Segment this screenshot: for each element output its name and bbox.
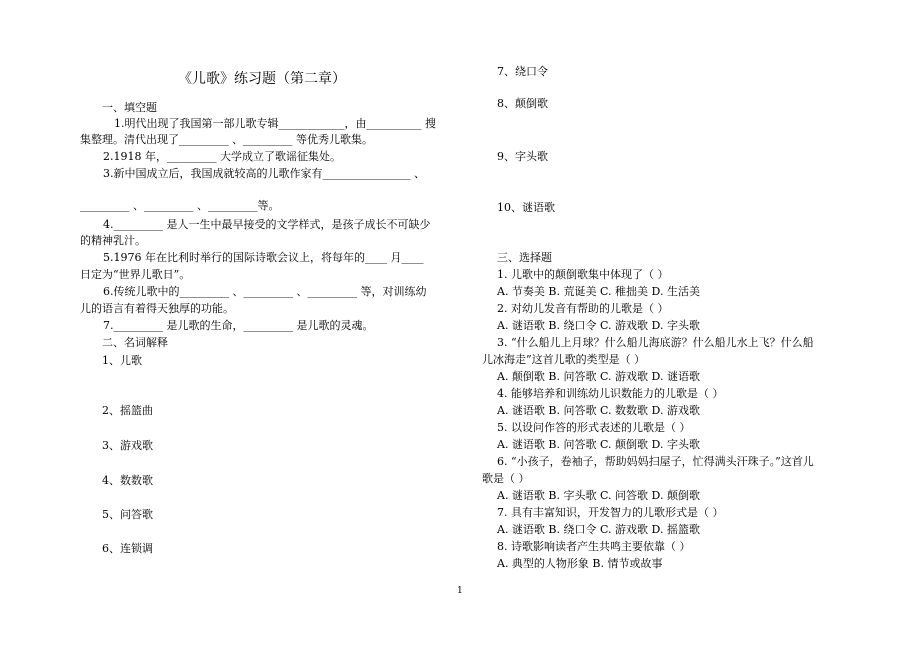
section-heading-choice: 三、选择题 xyxy=(497,251,552,264)
fill-blank-line: 3.新中国成立后，我国成就较高的儿歌作家有________________ 、 xyxy=(103,167,425,180)
choice-line: 歌是（ ） xyxy=(482,472,530,485)
choice-line: 3. “什么船儿上月球？什么船儿海底游？什么船儿水上飞？什么船 xyxy=(497,336,814,349)
fill-blank-line: 儿的语言有着得天独厚的功能。 xyxy=(80,302,234,315)
definition-item: 7、绕口令 xyxy=(497,65,548,78)
choice-line: 4. 能够培养和训练幼儿识数能力的儿歌是（ ） xyxy=(497,387,724,400)
definition-item: 3、游戏歌 xyxy=(102,439,153,452)
definition-item: 6、连锁调 xyxy=(102,542,153,555)
section-heading-definitions: 二、名词解释 xyxy=(102,336,168,349)
definition-item: 1、儿歌 xyxy=(102,354,142,367)
page-number: 1 xyxy=(457,586,463,596)
fill-blank-line: 1.明代出现了我国第一部儿歌专辑____________，由__________ 搜 xyxy=(114,117,436,130)
choice-line: A. 谜语歌 B. 绕口令 C. 游戏歌 D. 字头歌 xyxy=(497,319,700,332)
page-title: 《儿歌》练习题（第二章） xyxy=(178,71,346,87)
definition-item: 10、谜语歌 xyxy=(497,201,555,214)
fill-blank-line: 7._________ 是儿歌的生命，_________ 是儿歌的灵魂。 xyxy=(103,319,374,332)
choice-line: 5. 以设问作答的形式表述的儿歌是（ ） xyxy=(497,421,691,434)
choice-line: 8. 诗歌影响读者产生共鸣主要依靠（ ） xyxy=(497,540,691,553)
choice-line: A. 谜语歌 B. 问答歌 C. 数数歌 D. 游戏歌 xyxy=(497,404,700,417)
fill-blank-line: 2.1918 年，_________ 大学成立了歌谣征集处。 xyxy=(103,150,341,163)
definition-item: 9、字头歌 xyxy=(497,150,548,163)
fill-blank-line: 日定为“世界儿歌日”。 xyxy=(80,268,191,281)
fill-blank-line: 6.传统儿歌中的_________ 、_________ 、_________ 等，对训练幼 xyxy=(103,285,427,298)
fill-blank-line: 的精神乳汁。 xyxy=(80,234,146,247)
choice-line: 儿冰海走”这首儿歌的类型是（ ） xyxy=(482,353,646,366)
choice-line: A. 谜语歌 B. 问答歌 C. 颠倒歌 D. 字头歌 xyxy=(497,438,700,451)
choice-line: 6. “小孩子，卷袖子，帮助妈妈扫屋子，忙得满头汗珠子。”这首儿 xyxy=(497,455,814,468)
definition-item: 2、摇篮曲 xyxy=(102,404,153,417)
choice-line: 7. 具有丰富知识，开发智力的儿歌形式是（ ） xyxy=(497,506,724,519)
definition-item: 8、颠倒歌 xyxy=(497,97,548,110)
fill-blank-line: _________ 、_________ 、_________等。 xyxy=(80,199,280,212)
choice-line: 2. 对幼儿发音有帮助的儿歌是（ ） xyxy=(497,302,669,315)
choice-line: A. 典型的人物形象 B. 情节或故事 xyxy=(497,557,663,570)
choice-line: A. 节奏美 B. 荒诞美 C. 稚拙美 D. 生活美 xyxy=(497,285,700,298)
section-heading-fill-blank: 一、填空题 xyxy=(102,101,157,114)
choice-line: A. 谜语歌 B. 绕口令 C. 游戏歌 D. 摇篮歌 xyxy=(497,523,700,536)
choice-line: A. 颠倒歌 B. 问答歌 C. 游戏歌 D. 谜语歌 xyxy=(497,370,700,383)
definition-item: 4、数数歌 xyxy=(102,474,153,487)
fill-blank-line: 5.1976 年在比利时举行的国际诗歌会议上，将每年的____ 月____ xyxy=(103,251,424,264)
definition-item: 5、问答歌 xyxy=(102,508,153,521)
choice-line: A. 谜语歌 B. 字头歌 C. 问答歌 D. 颠倒歌 xyxy=(497,489,700,502)
choice-line: 1. 儿歌中的颠倒歌集中体现了（ ） xyxy=(497,268,669,281)
fill-blank-line: 4._________ 是人一生中最早接受的文学样式，是孩子成长不可缺少 xyxy=(103,218,431,231)
fill-blank-line: 集整理。清代出现了_________ 、_________ 等优秀儿歌集。 xyxy=(80,133,373,146)
